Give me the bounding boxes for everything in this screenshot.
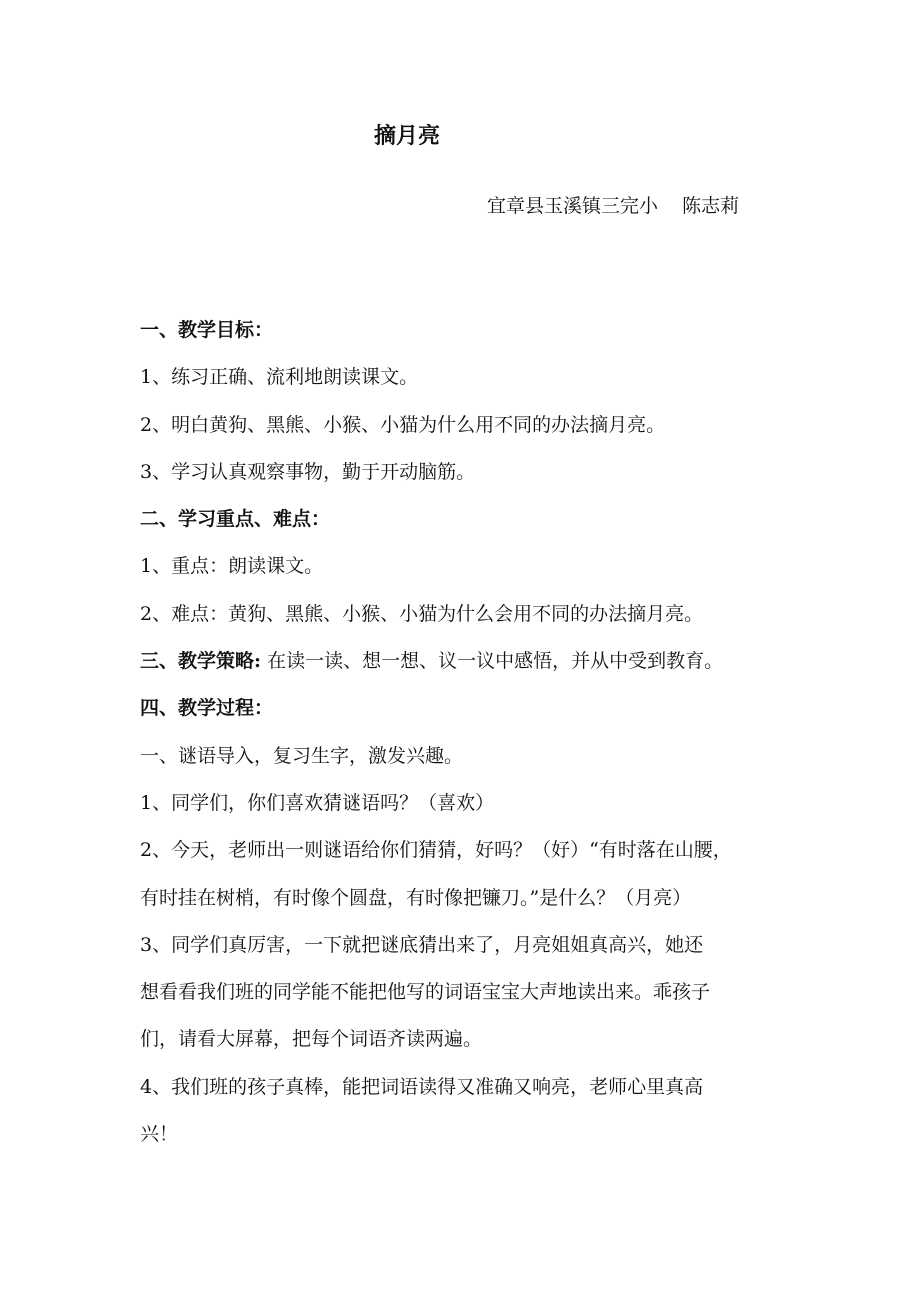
process-step-line: 兴！ xyxy=(140,1123,179,1146)
process-step-line: 想看看我们班的同学能不能把他写的词语宝宝大声地读出来。乖孩子 xyxy=(140,981,711,1004)
document-title: 摘月亮 xyxy=(373,123,440,149)
goal-item: 2、明白黄狗、黑熊、小猴、小猫为什么用不同的办法摘月亮。 xyxy=(140,413,666,436)
process-step-line: 4、我们班的孩子真棒，能把词语读得又准确又响亮，老师心里真高 xyxy=(140,1075,704,1098)
goal-item: 3、学习认真观察事物，勤于开动脑筋。 xyxy=(140,460,476,483)
process-step-line: 们，请看大屏幕，把每个词语齐读两遍。 xyxy=(140,1028,483,1051)
key-point-item: 2、难点：黄狗、黑熊、小猴、小猫为什么会用不同的办法摘月亮。 xyxy=(140,602,704,625)
goal-item: 1、练习正确、流利地朗读课文。 xyxy=(140,366,419,389)
strategy-label: 三、教学策略: xyxy=(140,650,262,673)
process-step-line: 3、同学们真厉害，一下就把谜底猜出来了，月亮姐姐真高兴，她还 xyxy=(140,933,704,956)
process-step-line: 2、今天，老师出一则谜语给你们猜猜，好吗？（好）“有时落在山腰， xyxy=(140,839,732,862)
author-line: 宜章县玉溪镇三完小 陈志莉 xyxy=(487,195,740,217)
strategy-paragraph xyxy=(140,638,785,685)
key-point-item: 1、重点：朗读课文。 xyxy=(140,555,324,578)
process-step-line: 1、同学们，你们喜欢猜谜语吗？（喜欢） xyxy=(140,791,495,814)
section-heading-key-points: 二、学习重点、难点： xyxy=(140,508,331,531)
section-heading-process: 四、教学过程： xyxy=(140,697,274,720)
section-heading-goals: 一、教学目标： xyxy=(140,319,274,341)
document-body xyxy=(140,307,785,1158)
process-step-line: 有时挂在树梢，有时像个圆盘，有时像把镰刀。”是什么？（月亮） xyxy=(140,886,692,909)
process-intro: 一、谜语导入，复习生字，激发兴趣。 xyxy=(140,744,464,767)
strategy-text: 在读一读、想一想、议一议中感悟，并从中受到教育。 xyxy=(267,650,724,673)
